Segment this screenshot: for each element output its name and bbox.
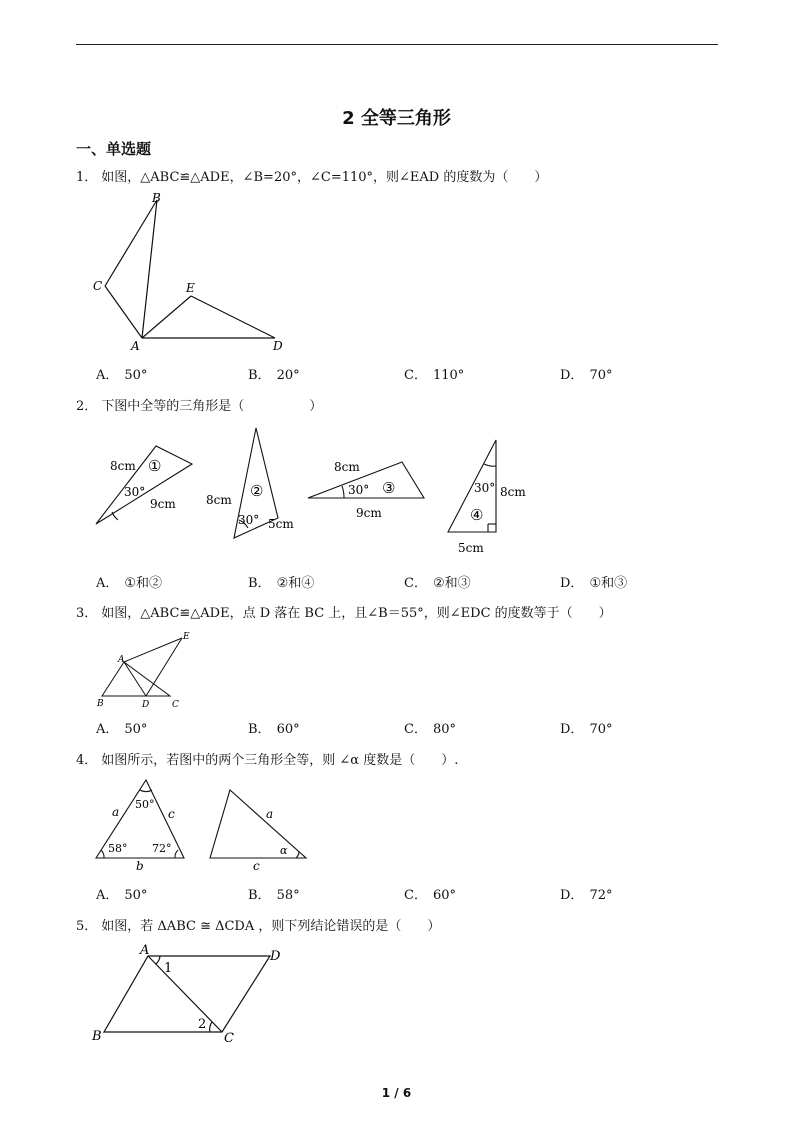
option-d[interactable]: D． ①和③ bbox=[560, 576, 628, 591]
figure-q3 bbox=[90, 628, 210, 712]
angle-label-right: 72° bbox=[152, 842, 172, 855]
angle-arc-alpha bbox=[296, 852, 299, 858]
option-d[interactable]: D． 70° bbox=[560, 722, 613, 737]
point-label-c: C bbox=[224, 1031, 234, 1046]
segment-ed bbox=[146, 638, 182, 696]
t3-angle-label: 30° bbox=[348, 483, 370, 497]
option-a[interactable]: A． 50° bbox=[96, 722, 148, 737]
t4-side-label: 8cm bbox=[500, 485, 526, 499]
option-b[interactable]: B． 58° bbox=[248, 888, 300, 903]
option-c[interactable]: C． 60° bbox=[404, 888, 456, 903]
angle-arc-4 bbox=[484, 464, 496, 466]
angle-label-1: 1 bbox=[164, 961, 173, 976]
point-label-c: C bbox=[93, 279, 103, 293]
t3-side-label: 9cm bbox=[356, 506, 382, 520]
angle-label-2: 2 bbox=[198, 1017, 207, 1032]
point-label-b: B bbox=[152, 191, 161, 205]
t1-mark: ① bbox=[148, 457, 162, 475]
point-label-d: D bbox=[270, 949, 281, 964]
option-a[interactable]: A． 50° bbox=[96, 368, 148, 383]
t2-side-label: 8cm bbox=[206, 493, 232, 507]
option-c[interactable]: C． 110° bbox=[404, 368, 465, 383]
figure-q5 bbox=[88, 940, 298, 1050]
angle-arc-3 bbox=[342, 486, 344, 498]
question-text: 如图，△ABC≌△ADE，点 D 落在 BC 上，且∠B＝55°，则∠EDC 的度数等于（ ） bbox=[101, 606, 612, 621]
angle-label-top: 50° bbox=[135, 798, 155, 811]
point-label-e: E bbox=[183, 632, 190, 642]
angle-arc-1 bbox=[156, 956, 160, 964]
point-label-d: D bbox=[273, 339, 283, 353]
page-number: 1 / 6 bbox=[381, 1086, 412, 1100]
question-number: 4． bbox=[76, 753, 98, 768]
t3-side-label: 8cm bbox=[334, 460, 360, 474]
option-d[interactable]: D． 70° bbox=[560, 368, 613, 383]
angle-arc-1 bbox=[112, 512, 118, 520]
triangle-abc bbox=[102, 662, 170, 696]
side-label-c-right: c bbox=[253, 859, 260, 873]
option-c[interactable]: C． ②和③ bbox=[404, 576, 471, 591]
point-label-a: A bbox=[131, 339, 140, 353]
question-4 bbox=[76, 749, 458, 768]
t1-side-label: 9cm bbox=[150, 497, 176, 511]
parallelogram-abcd bbox=[104, 956, 270, 1032]
question-number: 2． bbox=[76, 399, 98, 414]
header-rule bbox=[76, 44, 718, 45]
segment-ed bbox=[191, 296, 275, 338]
question-text: 如图，若 ΔABC ≅ ΔCDA ，则下列结论错误的是（ ） bbox=[101, 919, 441, 934]
question-number: 1． bbox=[76, 170, 98, 185]
angle-arc-2 bbox=[210, 1022, 212, 1032]
question-1 bbox=[76, 166, 547, 185]
question-number: 5． bbox=[76, 919, 98, 934]
segment-ae bbox=[124, 638, 182, 662]
option-b[interactable]: B． 60° bbox=[248, 722, 300, 737]
t3-mark: ③ bbox=[382, 479, 396, 497]
figure-q4 bbox=[88, 774, 318, 874]
figure-q2 bbox=[86, 420, 546, 560]
segment-ca bbox=[105, 286, 142, 338]
point-label-d: D bbox=[142, 700, 150, 710]
question-text: 下图中全等的三角形是（ ） bbox=[101, 399, 323, 414]
t2-mark: ② bbox=[250, 482, 264, 500]
question-text: 如图所示，若图中的两个三角形全等，则 ∠α 度数是（ ）. bbox=[101, 753, 459, 768]
question-3 bbox=[76, 602, 612, 621]
side-label-a-right: a bbox=[266, 807, 274, 821]
t1-angle-label: 30° bbox=[124, 485, 146, 499]
option-d[interactable]: D． 72° bbox=[560, 888, 613, 903]
point-label-a: A bbox=[140, 943, 150, 958]
figure-q1 bbox=[86, 188, 296, 356]
angle-label-left: 58° bbox=[108, 842, 128, 855]
option-a[interactable]: A． 50° bbox=[96, 888, 148, 903]
segment-ae bbox=[142, 296, 191, 338]
page-title: 2 全等三角形 bbox=[342, 108, 451, 129]
question-text: 如图，△ABC≌△ADE，∠B=20°，∠C=110°，则∠EAD 的度数为（ ） bbox=[101, 170, 548, 185]
angle-arc-top bbox=[140, 790, 152, 792]
point-label-b: B bbox=[97, 699, 104, 709]
option-b[interactable]: B． ②和④ bbox=[248, 576, 315, 591]
question-5 bbox=[76, 915, 440, 934]
point-label-c: C bbox=[172, 700, 179, 710]
t4-angle-label: 30° bbox=[474, 481, 496, 495]
segment-ad bbox=[124, 662, 146, 696]
diagonal-ac bbox=[148, 956, 222, 1032]
point-label-b: B bbox=[92, 1029, 102, 1044]
option-a[interactable]: A． ①和② bbox=[96, 576, 163, 591]
triangle-right bbox=[210, 790, 306, 858]
side-label-b: b bbox=[136, 859, 144, 873]
side-label-c: c bbox=[168, 807, 175, 821]
t1-side-label: 8cm bbox=[110, 459, 136, 473]
t2-angle-label: 30° bbox=[238, 513, 260, 527]
t4-side-label: 5cm bbox=[458, 541, 484, 555]
point-label-a: A bbox=[118, 655, 125, 665]
side-label-a: a bbox=[112, 805, 120, 819]
angle-arc-right bbox=[175, 850, 178, 858]
angle-label-alpha: α bbox=[280, 844, 288, 857]
t4-mark: ④ bbox=[470, 506, 484, 524]
question-number: 3． bbox=[76, 606, 98, 621]
option-b[interactable]: B． 20° bbox=[248, 368, 300, 383]
angle-arc-left bbox=[101, 850, 104, 858]
section-heading: 一、单选题 bbox=[76, 140, 152, 158]
t2-side-label: 5cm bbox=[268, 517, 294, 531]
point-label-e: E bbox=[186, 281, 195, 295]
question-2 bbox=[76, 395, 322, 414]
option-c[interactable]: C． 80° bbox=[404, 722, 456, 737]
